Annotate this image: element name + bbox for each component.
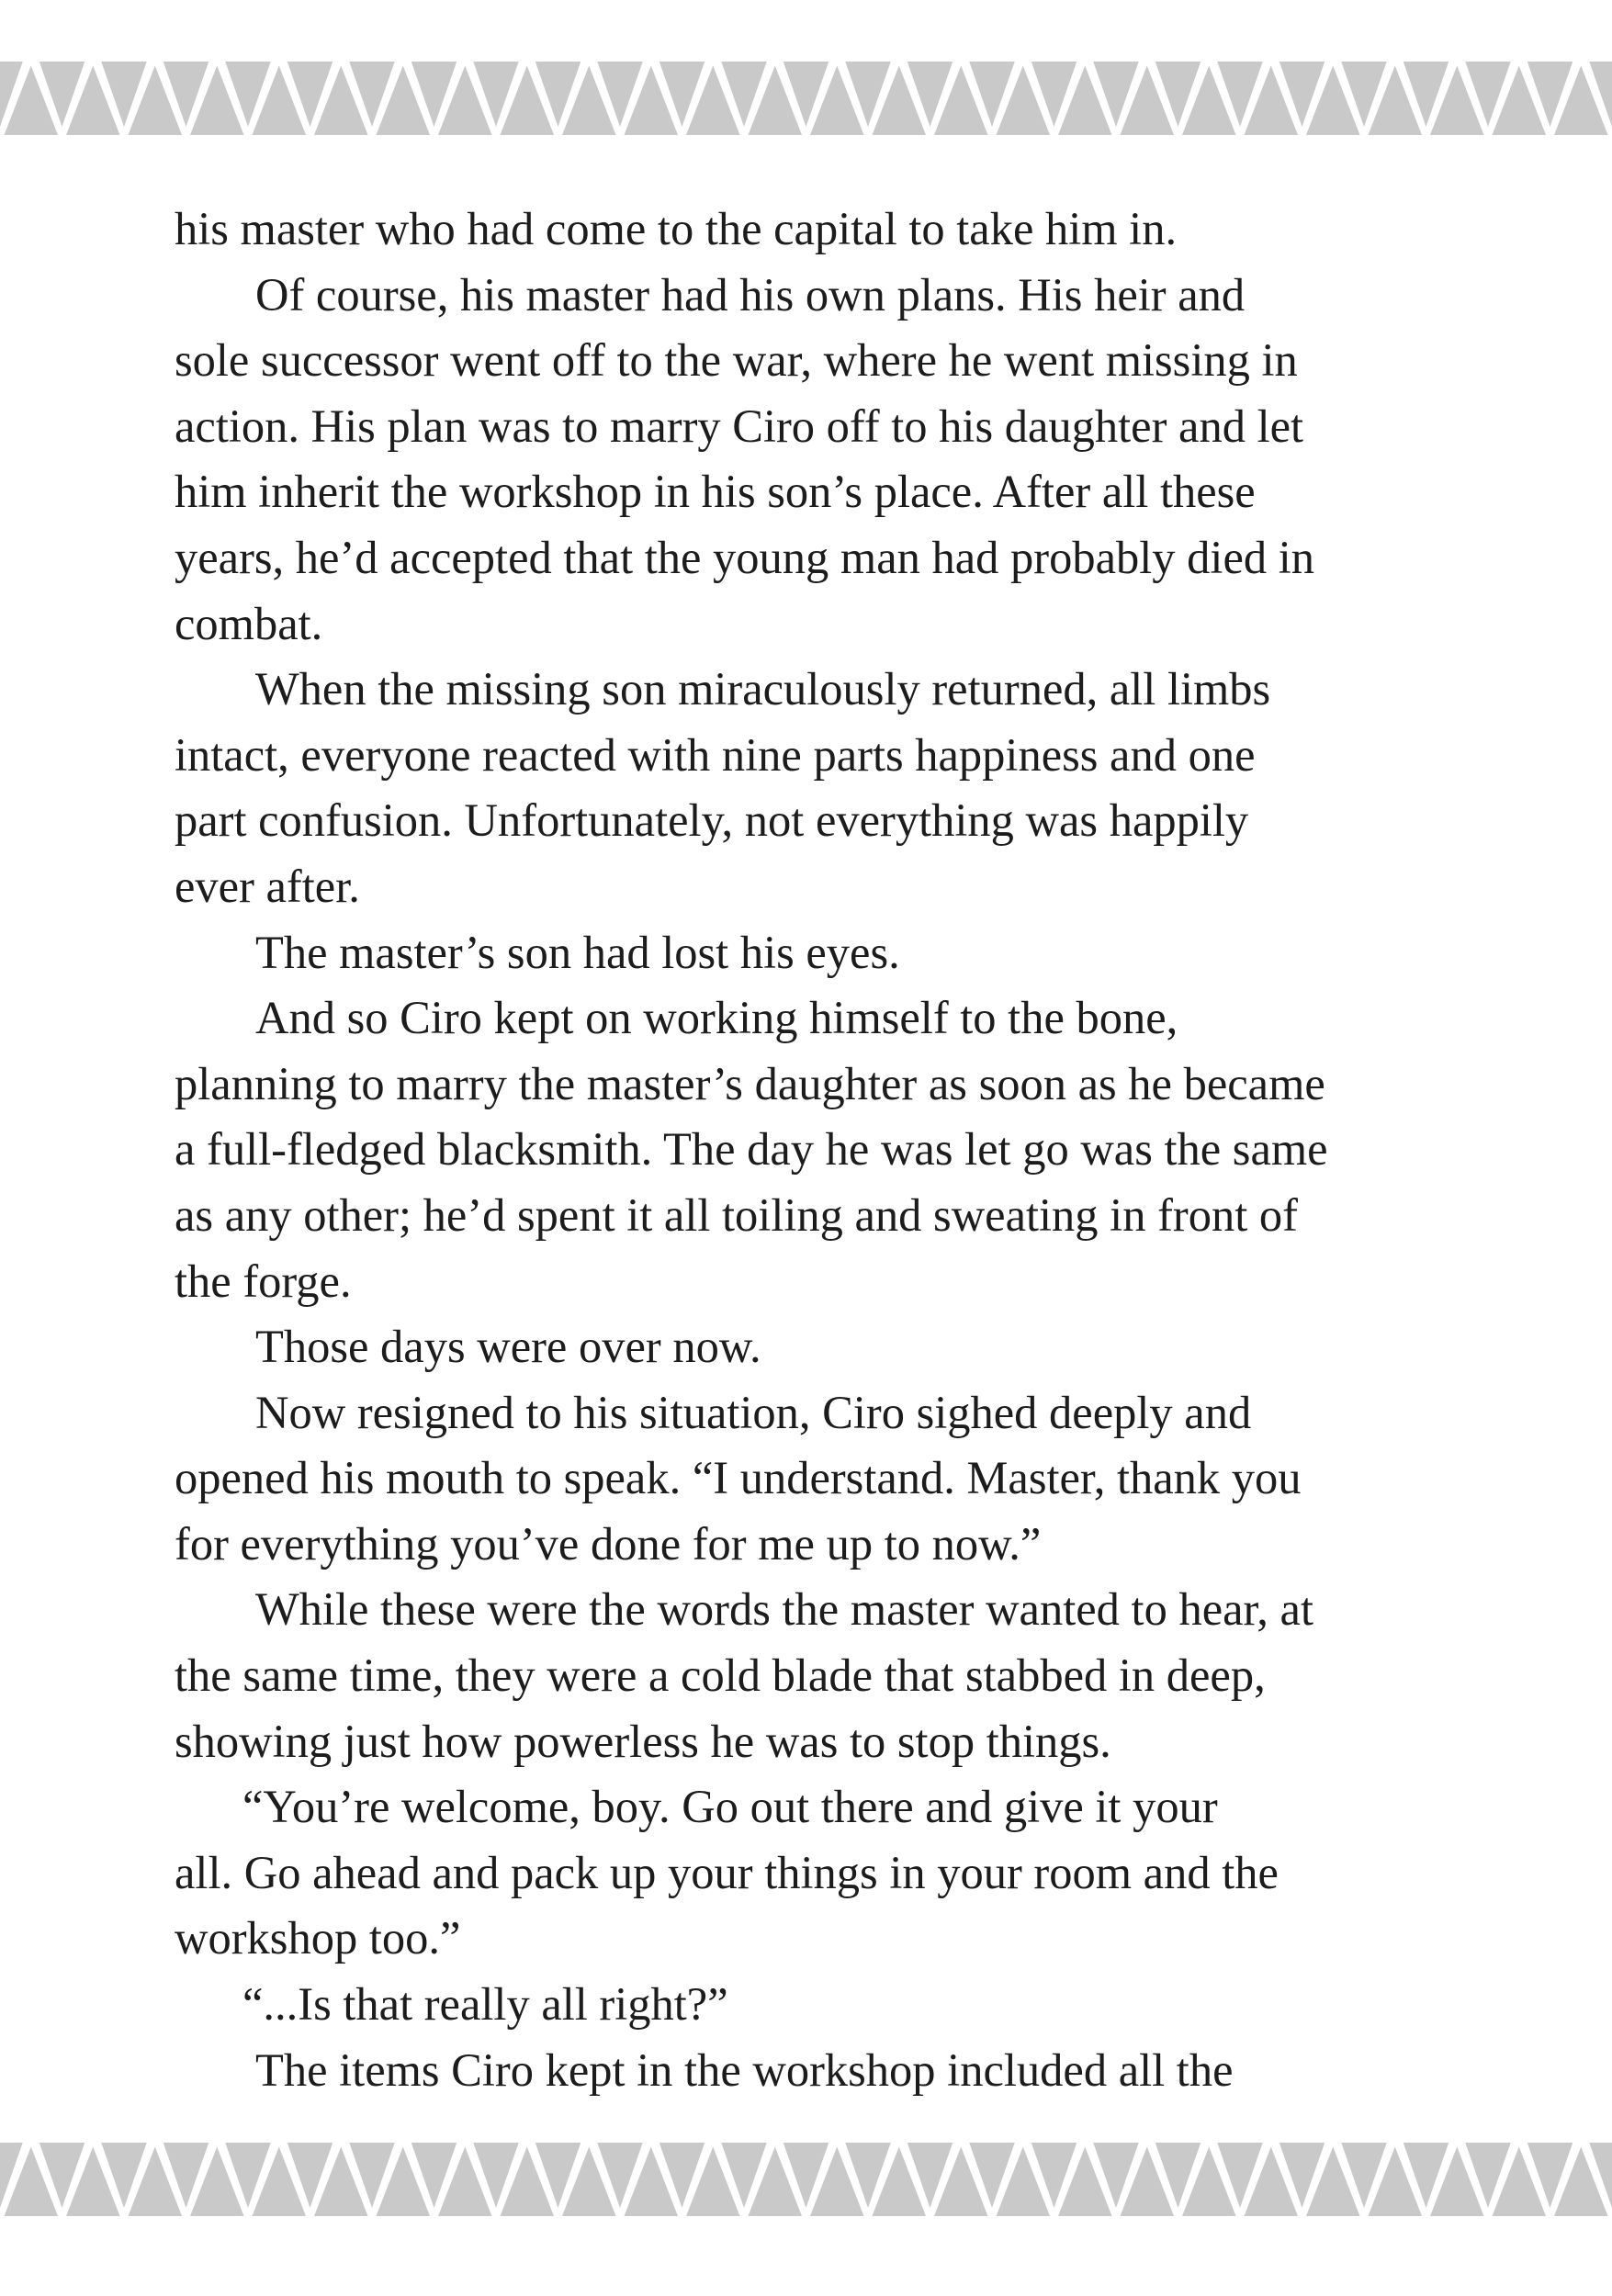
text-line: combat. xyxy=(175,597,323,649)
text-line: him inherit the workshop in his son’s place. After all these xyxy=(175,466,1256,518)
text-line: the same time, they were a cold blade that stabbed in deep, xyxy=(175,1649,1266,1702)
text-line: ever after. xyxy=(175,860,360,912)
text-line: The items Ciro kept in the workshop included all the xyxy=(255,2043,1234,2096)
text-line: action. His plan was to marry Ciro off to his daughter and let xyxy=(175,400,1304,452)
text-line: as any other; he’d spent it all toiling and sweating in front of xyxy=(175,1188,1298,1241)
text-line: sole successor went off to the war, where he went missing in xyxy=(175,334,1298,387)
text-line: While these were the words the master wanted to hear, at xyxy=(255,1583,1314,1636)
text-line: “You’re welcome, boy. Go out there and give it your xyxy=(242,1781,1218,1833)
bottom-triangle-border xyxy=(0,2143,1612,2216)
text-line: Of course, his master had his own plans. His heir and xyxy=(255,268,1246,321)
text-line: opened his mouth to speak. “I understand. Master, thank you xyxy=(175,1452,1302,1504)
text-line: showing just how powerless he was to stop things. xyxy=(175,1715,1111,1767)
text-line: Those days were over now. xyxy=(255,1321,761,1373)
text-line: all. Go ahead and pack up your things in your room and the xyxy=(175,1846,1279,1898)
text-line: his master who had come to the capital to take him in. xyxy=(175,203,1178,254)
text-line: And so Ciro kept on working himself to the bone, xyxy=(255,992,1178,1044)
text-line: When the missing son miraculously returned, all limbs xyxy=(255,663,1271,715)
text-line: for everything you’ve done for me up to now.” xyxy=(175,1517,1042,1570)
text-line: workshop too.” xyxy=(175,1912,461,1964)
text-line: Now resigned to his situation, Ciro sighed deeply and xyxy=(255,1386,1252,1438)
text-line: years, he’d accepted that the young man had probably died in xyxy=(175,531,1315,583)
page-body-text xyxy=(175,197,1479,2103)
text-line: “...Is that really all right?” xyxy=(242,1978,728,2031)
text-line: part confusion. Unfortunately, not everything was happily xyxy=(175,794,1249,847)
text-line: the forge. xyxy=(175,1255,352,1307)
text-line: planning to marry the master’s daughter as soon as he became xyxy=(175,1057,1325,1109)
text-line: intact, everyone reacted with nine parts happiness and one xyxy=(175,728,1256,781)
top-triangle-border xyxy=(0,62,1612,135)
text-line: The master’s son had lost his eyes. xyxy=(255,926,900,978)
text-line: a full-fledged blacksmith. The day he was let go was the same xyxy=(175,1123,1328,1176)
